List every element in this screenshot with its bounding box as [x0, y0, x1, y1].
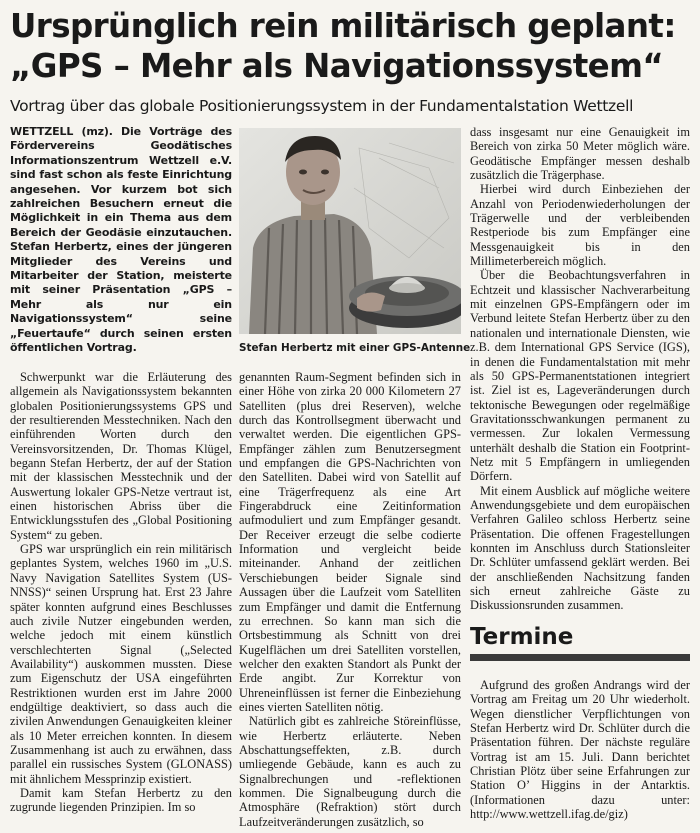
- body-paragraph: GPS war ursprünglich ein rein militärisch geplantes System, welches 1960 im „U.S. Navy Navigation Satellites System (US-NNSS)“ seinen Ursprung hat. Erst 23 Jahre später konnten aufgrund eines Beschlusses auch zivile Nutzer eingebunden werden, welche jedoch mit einem künstlich verschlechterten Signal („Selected Availability“) auskommen mussten. Diese zum Eigenschutz der USA eingeführten Restriktionen wurden erst im Jahre 2000 endgültige deaktiviert, so dass auch die zivilen Anwendungen Genauigkeiten kleiner als 10 Meter erreichen konnten. In diesem Zusammenhang ist auch zu erwähnen, dass parallel ein russisches System (GLONASS) mit ähnlichem Messprinzip existiert.: [10, 542, 232, 786]
- termine-box: [470, 678, 690, 828]
- body-paragraph: Natürlich gibt es zahlreiche Störeinflüsse, wie Herbertz erläuterte. Neben Abschattungseffekten, z.B. durch umliegende Gebäude, kann es auch zu Signalbrechungen und -reflektionen kommen. Die Signalbeugung durch die Atmosphäre (Refraktion) stört durch Laufzeitveränderungen zusätzlich, so: [239, 714, 461, 829]
- body-paragraph: Damit kam Stefan Herbertz zu den zugrunde liegenden Prinzipien. Im so: [10, 785, 232, 815]
- headline-line-2: „GPS – Mehr als Navigationssystem“: [10, 47, 664, 85]
- article-column-1: [10, 370, 232, 830]
- person-with-gps-antenna-image: [239, 128, 461, 334]
- body-paragraph: dass insgesamt nur eine Genauigkeit im Bereich von zirka 50 Meter möglich wäre. Geodätische Empfänger messen deshalb zusätzlich die Trägerphase.: [470, 125, 690, 183]
- body-paragraph: Hierbei wird durch Einbeziehen der Anzahl von Periodenwiederholungen der Trägerwelle und der verbleibenden Restperiode bis zum Empfänger eine Messgenauigkeit bis in den Millimeterbereich möglich.: [470, 182, 690, 269]
- headline: [10, 6, 690, 86]
- photo-caption: Stefan Herbertz mit einer GPS-Antenne: [239, 342, 471, 354]
- body-paragraph: Über die Beobachtungsverfahren in Echtzeit und klassischer Nachverarbeitung mit einzelnen GPS-Empfängern oder im Verbund leitete Stefan Herbertz über zu den nationalen und internationale Diensten, wie z.B. dem International GPS Service (IGS), in denen die Fundamentalstation mit mehr als 50 GPS-Permanentstationen integriert ist. Ziel ist es, Lageveränderungen durch tektonische Bewegungen oder regelmäßige Gravitationsschwankungen permanent zu vermessen. Zur lokalen Vermessung unterhält deshalb die Station ein Footprint-Netz mit 5 Empfängern in umliegenden Dörfern.: [470, 268, 690, 484]
- article-column-3: [470, 125, 690, 615]
- headline-line-1: Ursprünglich rein militärisch geplant:: [10, 7, 676, 45]
- body-paragraph: Schwerpunkt war die Erläuterung des allgemein als Navigationssystem bekannten globalen Positionierungssystems GPS und der resultierenden Messtechniken. Nach den einführenden Worten durch den Vereinsvorsitzenden, Dr. Thomas Klügel, begann Stefan Herbertz, der auf der Station mit der klassischen Messtechnik und der Auswertung lokaler GPS-Netze vertraut ist, einen historischen Abriss über die Entwicklungsstufen des „Global Positioning System“ zu geben.: [10, 370, 232, 542]
- article-column-2: [239, 370, 461, 830]
- body-paragraph: genannten Raum-Segment befinden sich in einer Höhe von zirka 20 000 Kilometern 27 Satelliten (plus drei Reserven), welche durch das Kontrollsegment überwacht und verwaltet werden. Die eigentlichen GPS-Empfänger zählen zum Benutzersegment und empfangen die GPS-Nachrichten von den Satelliten. Dabei wird von Satellit auf eine Trägerfrequenz als eine Art Fingerabdruck eine Zeitinformation aufmoduliert und zum Empfänger gesandt. Der Receiver erzeugt die selbe codierte Information und vergleicht beide miteinander. Anhand der zeitlichen Verschiebungen beider Signale sind Aussagen über die Laufzeit vom Satelliten zum Empfänger und damit die Entfernung zu errechnen. So kann man sich die Ortsbestimmung als Schnitt von drei Kugelflächen um drei Satelliten vorstellen, welcher den exakten Standort als Punkt der Erde angibt. Zur Korrektur von Uhreneinflüssen ist ferner die Einbeziehung eines vierten Satelliten nötig.: [239, 370, 461, 714]
- termine-divider: [470, 654, 690, 661]
- subheadline: Vortrag über das globale Positionierungssystem in der Fundamentalstation Wettzell: [10, 97, 634, 115]
- termine-text: Aufgrund des großen Andrangs wird der Vortrag am Freitag um 20 Uhr wiederholt. Wegen dienstlicher Verpflichtungen von Stefan Herbertz wird Dr. Schlüter durch die Präsentation führen. Der nächste reguläre Vortrag ist am 15. Juli. Dann berichtet Christian Plötz über seine Erfahrungen zur Station O’ Higgins in der Antarktis. (Informationen dazu unter: http://www.wettzell.ifag.de/giz): [470, 678, 690, 822]
- termine-heading: Termine: [470, 624, 574, 650]
- body-paragraph: Mit einem Ausblick auf mögliche weitere Anwendungsgebiete und dem europäischen Verfahren Galileo schloss Herbertz seine Präsentation. Die offenen Fragestellungen konnten im Anschluss durch Stationsleiter Dr. Schlüter umfassend geklärt werden. Bei der anschließenden Nachsitzung fanden sich erneut zahlreiche Gäste zu Diskussionsrunden zusammen.: [470, 483, 690, 613]
- article-photo: [239, 128, 461, 334]
- lead-paragraph: WETTZELL (mz). Die Vorträge des Fördervereins Geodätisches Informationszentrum Wettzell e.V. sind fast schon als feste Einrichtung angesehen. Vor kurzem bot sich zahlreichen Besuchern erneut die Möglichkeit in ein Thema aus dem Bereich der Geodäsie einzutauchen. Stefan Herbertz, eines der jüngeren Mitglieder des Vereins und Mitarbeiter der Station, meisterte mit seiner Präsentation „GPS – Mehr als nur ein Navigationssystem“ seine „Feuertaufe“ durch seinen ersten öffentlichen Vortrag.: [10, 125, 232, 355]
